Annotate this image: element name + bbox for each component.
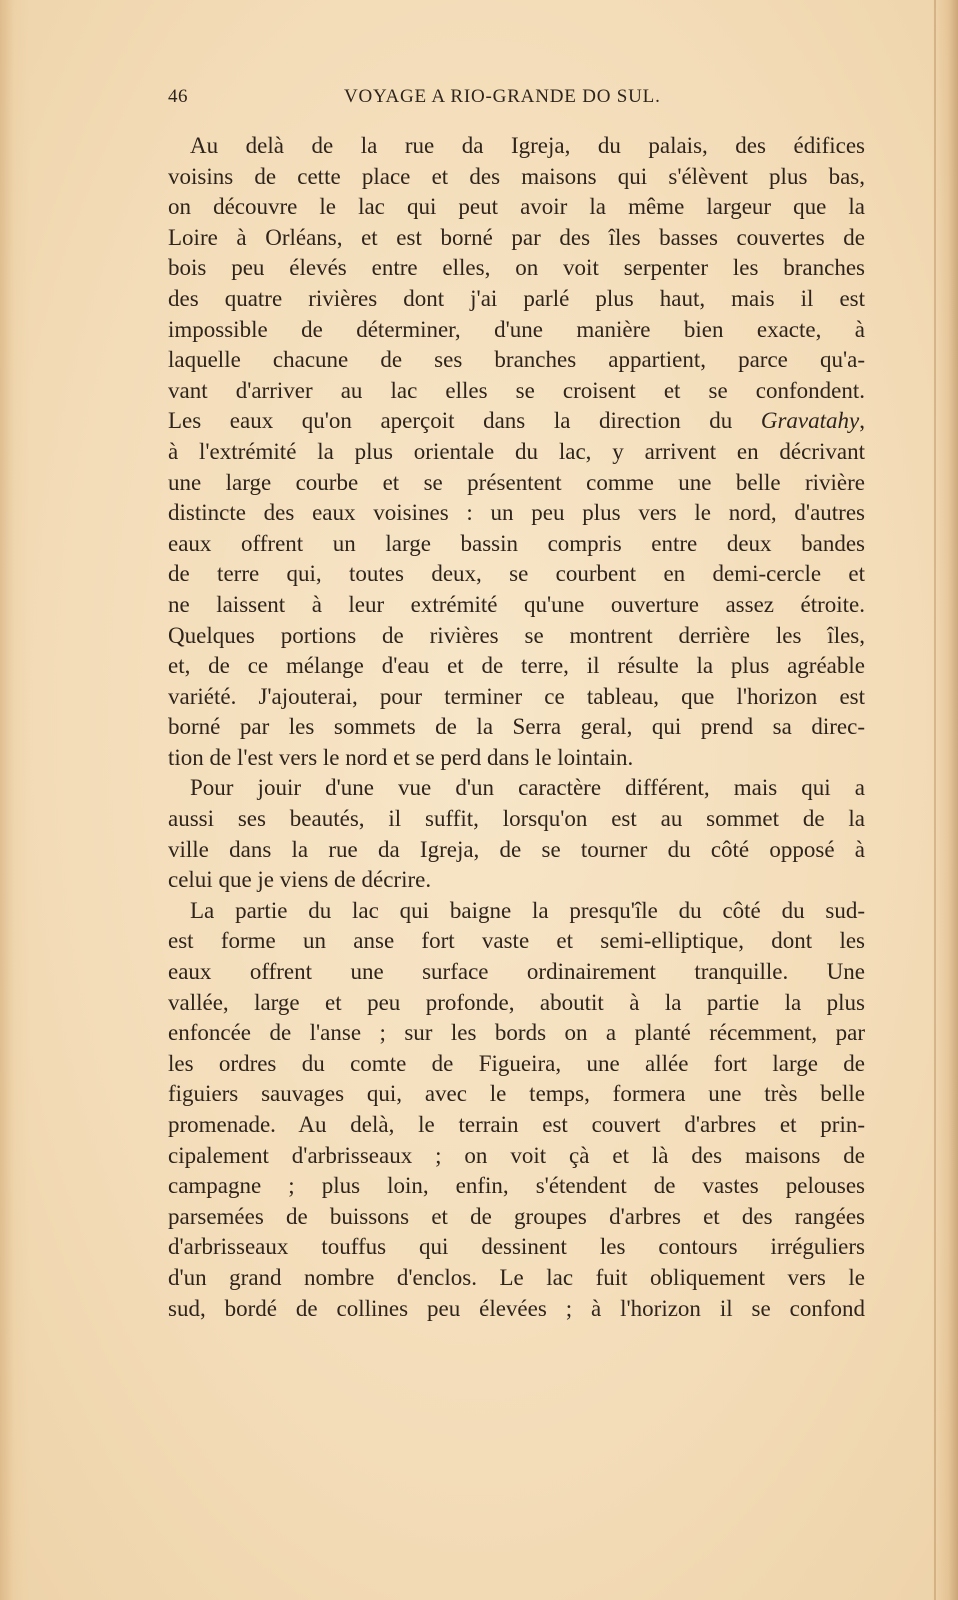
- text-line: laquelle chacune de ses branches appartient, parce qu'a-: [168, 347, 865, 373]
- text-line: La partie du lac qui baigne la presqu'île du côté du sud-: [190, 897, 865, 923]
- paragraph-2: [168, 773, 865, 895]
- text-line: les ordres du comte de Figueira, une allée fort large de: [168, 1050, 865, 1076]
- running-title: VOYAGE A RIO-GRANDE DO SUL.: [344, 86, 661, 107]
- running-header: [168, 86, 868, 116]
- text-line: vallée, large et peu profonde, aboutit à la partie la plus: [168, 989, 865, 1015]
- text-line: et, de ce mélange d'eau et de terre, il résulte la plus agréable: [168, 653, 865, 679]
- text-line: ville dans la rue da Igreja, de se tourner du côté opposé à: [168, 836, 865, 862]
- text-line: Au delà de la rue da Igreja, du palais, des édifices: [190, 133, 865, 158]
- text-line: promenade. Au delà, le terrain est couvert d'arbres et prin-: [168, 1112, 865, 1137]
- text-line-with-italic: Les eaux qu'on aperçoit dans la direction du Gravatahy,: [168, 408, 865, 434]
- text-line: distincte des eaux voisines : un peu plus vers le nord, d'autres: [168, 500, 865, 526]
- text-line: variété. J'ajouterai, pour terminer ce tableau, que l'horizon est: [168, 683, 865, 709]
- text-line: Quelques portions de rivières se montrent derrière les îles,: [168, 622, 865, 648]
- text-line: parsemées de buissons et de groupes d'arbres et des rangées: [168, 1203, 865, 1229]
- text-line: tion de l'est vers le nord et se perd dans le lointain.: [168, 744, 634, 770]
- text-line: est forme un anse fort vaste et semi-elliptique, dont les: [168, 928, 865, 954]
- text-line: vant d'arriver au lac elles se croisent et se confondent.: [168, 377, 865, 403]
- text-line: celui que je viens de décrire.: [168, 867, 432, 893]
- page-number: 46: [168, 86, 188, 107]
- text-line: d'arbrisseaux touffus qui dessinent les contours irréguliers: [168, 1234, 865, 1260]
- text-line: enfoncée de l'anse ; sur les bords on a planté récemment, par: [168, 1020, 865, 1046]
- text-line: on découvre le lac qui peut avoir la même largeur que la: [168, 194, 865, 220]
- text-line: sud, bordé de collines peu élevées ; à l'horizon il se confond: [168, 1295, 865, 1321]
- page-edge: [934, 0, 936, 1600]
- text-line: campagne ; plus loin, enfin, s'étendent de vastes pelouses: [168, 1173, 865, 1199]
- text-line: Pour jouir d'une vue d'un caractère différent, mais qui a: [190, 775, 865, 801]
- text-line: voisins de cette place et des maisons qui s'élèvent plus bas,: [168, 163, 865, 189]
- text-line: bois peu élevés entre elles, on voit serpenter les branches: [168, 255, 865, 281]
- text-line: eaux offrent un large bassin compris entre deux bandes: [168, 530, 865, 556]
- text-line: figuiers sauvages qui, avec le temps, formera une très belle: [168, 1081, 865, 1107]
- text-line: cipalement d'arbrisseaux ; on voit çà et là des maisons de: [168, 1142, 865, 1168]
- paragraph-3: [168, 896, 865, 1324]
- paragraph-1: [168, 131, 865, 773]
- text-line: des quatre rivières dont j'ai parlé plus haut, mais il est: [168, 285, 865, 311]
- text-line: borné par les sommets de la Serra geral, qui prend sa direc-: [168, 714, 865, 740]
- text-line: Loire à Orléans, et est borné par des îles basses couvertes de: [168, 224, 865, 250]
- text-line: ne laissent à leur extrémité qu'une ouverture assez étroite.: [168, 591, 865, 617]
- body-text: [168, 131, 865, 1324]
- italic-place-name: Gravatahy: [760, 408, 860, 434]
- text-line: impossible de déterminer, d'une manière bien exacte, à: [168, 316, 865, 342]
- text-line: une large courbe et se présentent comme une belle rivière: [168, 469, 865, 495]
- text-line: aussi ses beautés, il suffit, lorsqu'on est au sommet de la: [168, 806, 865, 832]
- text-line: de terre qui, toutes deux, se courbent en demi-cercle et: [168, 561, 865, 587]
- text-line: eaux offrent une surface ordinairement tranquille. Une: [168, 959, 865, 985]
- text-line: d'un grand nombre d'enclos. Le lac fuit obliquement vers le: [168, 1264, 865, 1290]
- text-line: à l'extrémité la plus orientale du lac, y arrivent en décrivant: [168, 438, 865, 464]
